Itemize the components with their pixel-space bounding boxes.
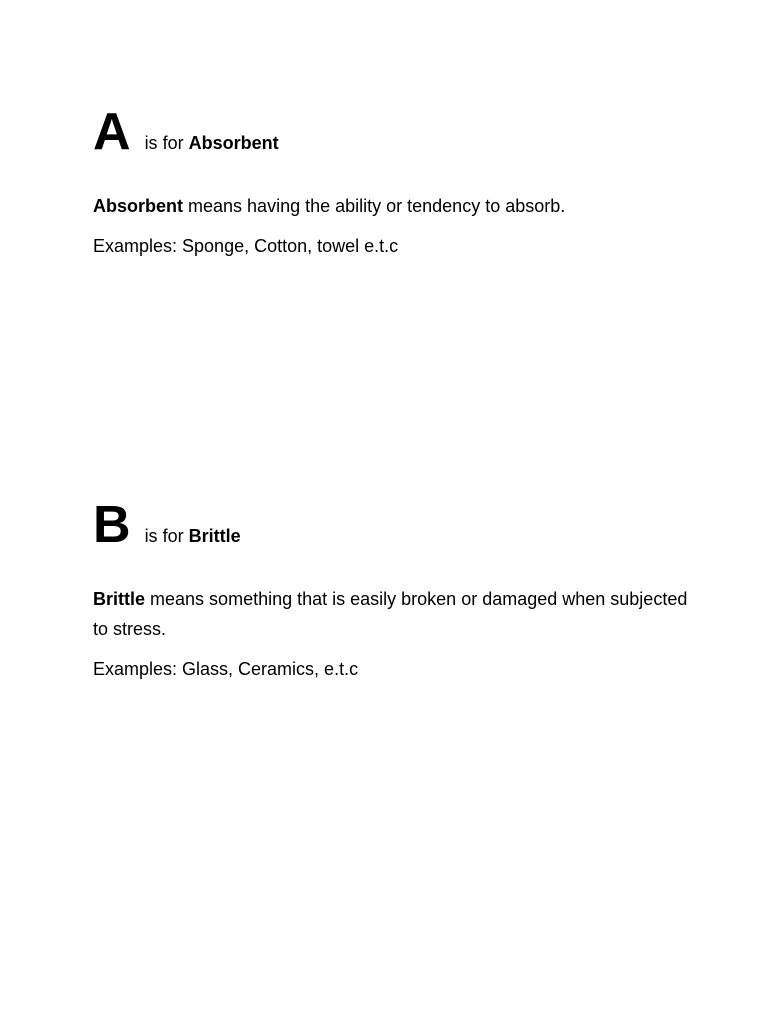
entry-word: Brittle [188, 526, 241, 546]
definition-term: Absorbent [93, 196, 183, 216]
entry-letter: A [93, 103, 131, 161]
entry-examples: Examples: Sponge, Cotton, towel e.t.c [93, 236, 399, 256]
entry-connector: is for [144, 133, 184, 153]
entry-heading-text [145, 525, 241, 547]
entry-definition [93, 191, 693, 221]
entry-heading [93, 104, 693, 164]
definition-text: means having the ability or tendency to absorb. [188, 196, 566, 216]
entry-definition [93, 584, 693, 644]
entry-absorbent [93, 104, 693, 261]
entry-letter: B [93, 496, 131, 554]
entry-connector: is for [144, 526, 184, 546]
entry-brittle [93, 497, 693, 684]
entry-word: Absorbent [188, 133, 279, 153]
entry-heading [93, 497, 693, 557]
definition-term: Brittle [93, 589, 146, 609]
entry-examples: Examples: Glass, Ceramics, e.t.c [93, 659, 359, 679]
definition-text: means something that is easily broken or damaged when subjected to stress. [93, 589, 688, 639]
entry-heading-text [145, 132, 279, 154]
